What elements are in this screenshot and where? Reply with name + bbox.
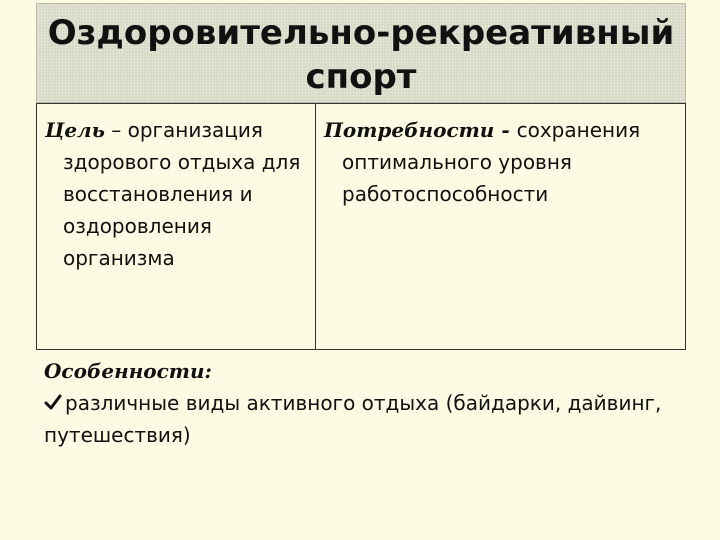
slide-title: [48, 7, 675, 99]
goal-paragraph: [45, 114, 307, 274]
needs-separator: -: [494, 118, 517, 142]
info-table: [36, 103, 686, 350]
needs-key: Потребности: [324, 118, 495, 142]
needs-paragraph: [324, 114, 677, 210]
feature-item-text: различные виды активного отдыха (байдарки, дайвинг, путешествия): [44, 391, 662, 447]
features-section: [44, 355, 684, 451]
goal-key: Цель: [45, 118, 105, 142]
goal-cell: [37, 104, 316, 349]
title-line-1: Оздоровительно-рекреативный: [47, 13, 675, 53]
features-heading: Особенности:: [44, 359, 212, 383]
title-line-2: спорт: [305, 57, 417, 97]
needs-cell: [316, 104, 685, 349]
check-icon: [44, 393, 62, 411]
goal-separator: –: [104, 118, 128, 142]
feature-item: [44, 387, 684, 451]
goal-text: организация здорового отдыха для восстановления и оздоровления организма: [63, 118, 301, 270]
title-box: [36, 3, 686, 103]
needs-text: сохранения оптимального уровня работоспособности: [342, 118, 641, 206]
